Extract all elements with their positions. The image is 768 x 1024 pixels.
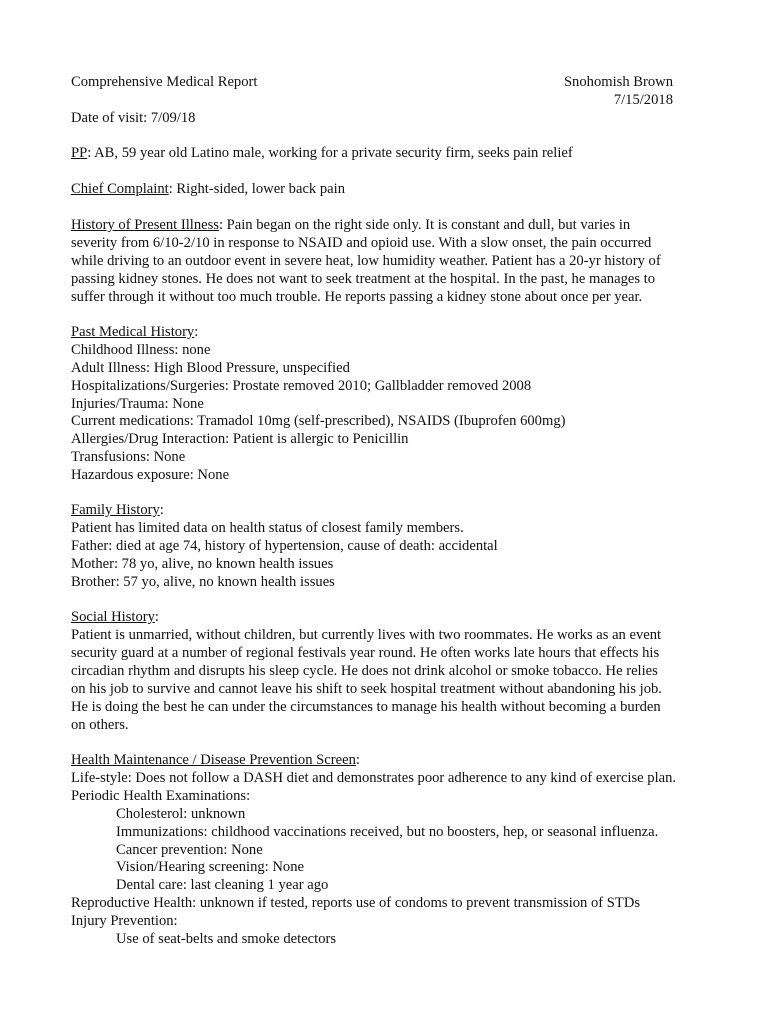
hpi-line: severity from 6/10-2/10 in response to NSAID and opioid use. With a slow onset, the pain occurred: [71, 235, 652, 251]
sh-heading: [71, 608, 159, 626]
pmh-heading: [71, 323, 198, 341]
hm-exam-item: Dental care: last cleaning 1 year ago: [116, 877, 329, 893]
author-name: Snohomish Brown: [563, 74, 673, 90]
pmh-line: Transfusions: None: [71, 449, 186, 465]
visit-date: Date of visit: 7/09/18: [71, 110, 196, 126]
pmh-label: Past Medical History: [71, 324, 195, 340]
hm-periodic: Periodic Health Examinations:: [71, 788, 251, 804]
fh-line: Mother: 78 yo, alive, no known health issues: [71, 556, 334, 572]
sh-line: on others.: [71, 717, 129, 733]
hm-heading: [71, 751, 360, 769]
hm-label: Health Maintenance / Disease Prevention Screen: [71, 752, 356, 768]
hm-injury: Injury Prevention:: [71, 913, 178, 929]
chief-complaint-label: Chief Complaint: [71, 181, 169, 197]
hm-exam-item: Cholesterol: unknown: [116, 806, 246, 822]
sh-line: He is doing the best he can under the circumstances to manage his health without becoming a burden: [71, 699, 661, 715]
pmh-line: Hazardous exposure: None: [71, 467, 230, 483]
hm-exam-item: Cancer prevention: None: [116, 842, 263, 858]
fh-line: Brother: 57 yo, alive, no known health issues: [71, 574, 335, 590]
report-title: Comprehensive Medical Report: [71, 74, 258, 90]
fh-line: Patient has limited data on health status of closest family members.: [71, 520, 464, 536]
hpi-line: [71, 216, 630, 234]
report-date: 7/15/2018: [613, 92, 673, 108]
sh-line: on his job to survive and cannot leave his shift to seek hospital treatment without abandoning his job.: [71, 681, 662, 697]
pp-text: : AB, 59 year old Latino male, working for a private security firm, seeks pain relief: [87, 145, 573, 161]
hm-reproductive: Reproductive Health: unknown if tested, reports use of condoms to prevent transmission of STDs: [71, 895, 641, 911]
chief-complaint-line: [71, 180, 345, 198]
hpi-line: while driving to an outdoor event in severe heat, low humidity weather. Patient has a 20-yr history of: [71, 253, 661, 269]
sh-line: security guard at a number of regional festivals year round. He often works late hours that effects his: [71, 645, 660, 661]
fh-label: Family History: [71, 502, 160, 518]
hpi-line: suffer through it without too much trouble. He reports passing a kidney stone about once per year.: [71, 289, 643, 305]
hm-colon: :: [355, 752, 360, 768]
pp-label: PP: [71, 145, 88, 161]
hm-exam-item: Immunizations: childhood vaccinations received, but no boosters, hep, or seasonal influenza.: [116, 824, 659, 840]
fh-line: Father: died at age 74, history of hypertension, cause of death: accidental: [71, 538, 498, 554]
pmh-line: Adult Illness: High Blood Pressure, unspecified: [71, 360, 350, 376]
hm-exam-item: Vision/Hearing screening: None: [116, 859, 304, 875]
pmh-line: Injuries/Trauma: None: [71, 396, 204, 412]
fh-heading: [71, 501, 164, 519]
pmh-line: Hospitalizations/Surgeries: Prostate removed 2010; Gallbladder removed 2008: [71, 378, 532, 394]
pmh-line: Current medications: Tramadol 10mg (self-prescribed), NSAIDS (Ibuprofen 600mg): [71, 413, 566, 429]
pp-line: [71, 144, 573, 162]
chief-complaint-text: : Right-sided, lower back pain: [168, 181, 346, 197]
hpi-label: History of Present Illness: [71, 217, 219, 233]
hm-lifestyle: Life-style: Does not follow a DASH diet and demonstrates poor adherence to any kind of exercise plan.: [71, 770, 677, 786]
sh-line: circadian rhythm and disrupts his sleep cycle. He does not drink alcohol or smoke tobacco. He relies: [71, 663, 658, 679]
fh-colon: :: [159, 502, 164, 518]
hpi-text: : Pain began on the right side only. It is constant and dull, but varies in: [218, 217, 631, 233]
hpi-line: passing kidney stones. He does not want to seek treatment at the hospital. In the past, he manages to: [71, 271, 656, 287]
pmh-colon: :: [194, 324, 199, 340]
sh-colon: :: [154, 609, 159, 625]
pmh-line: Childhood Illness: none: [71, 342, 211, 358]
sh-line: Patient is unmarried, without children, but currently lives with two roommates. He works as an event: [71, 627, 662, 643]
sh-label: Social History: [71, 609, 155, 625]
pmh-line: Allergies/Drug Interaction: Patient is allergic to Penicillin: [71, 431, 409, 447]
hm-injury-item: Use of seat-belts and smoke detectors: [116, 931, 337, 947]
